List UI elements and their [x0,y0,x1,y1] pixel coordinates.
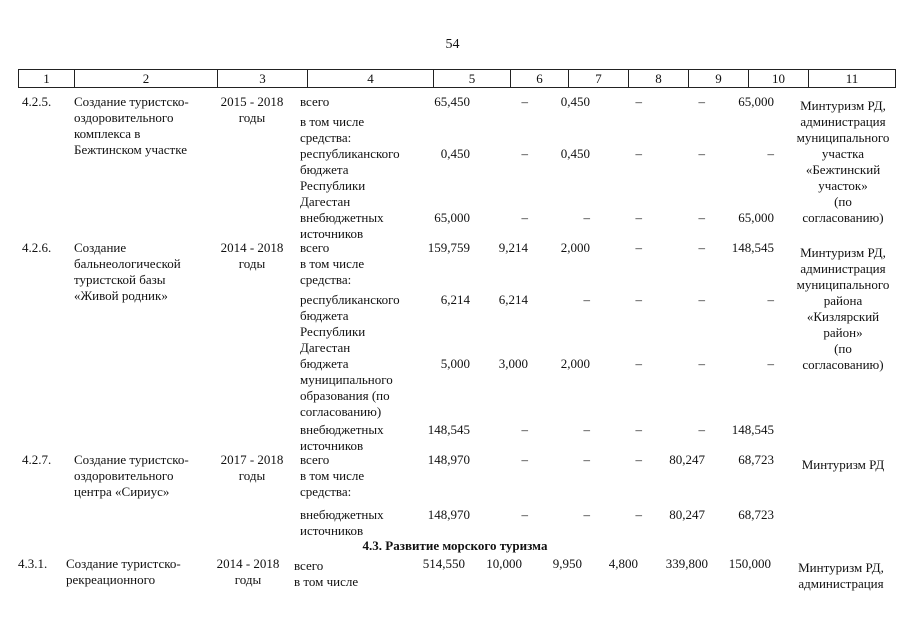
funding-value-col5: 6,214 [440,292,470,307]
funding-source: источников [300,226,364,241]
executor: согласованию) [802,357,884,372]
funding-value-col9: 80,247 [669,507,705,522]
funding-value-col5: 5,000 [440,356,470,371]
funding-source: всего [300,240,330,255]
executor: район» [823,325,863,340]
executor: муниципального [796,277,890,292]
period: 2015 - 2018 [220,94,284,109]
period: годы [234,572,262,587]
funding-source: республиканского [300,146,400,161]
funding-source: бюджета [300,356,349,371]
funding-value-col7: – [583,210,590,225]
funding-value-col9: – [698,240,705,255]
funding-source: в том числе [300,468,365,483]
row-number: 4.2.7. [22,452,52,467]
funding-value-col10: 148,545 [731,422,774,437]
funding-value-col10: 65,000 [738,210,774,225]
funding-source: в том числе [300,256,365,271]
funding-value-col6: 10,000 [486,556,522,571]
funding-value-col5: 148,970 [427,507,470,522]
funding-source: образования (по [300,388,390,403]
period: 2017 - 2018 [220,452,284,467]
funding-value-col7: – [583,452,590,467]
executor: Минтуризм РД, [800,98,886,113]
funding-source: бюджета [300,162,349,177]
funding-value-col5: 514,550 [422,556,465,571]
funding-source: внебюджетных [300,507,384,522]
executor: Минтуризм РД, [800,245,886,260]
funding-value-col8: – [635,210,642,225]
row-number: 4.2.5. [22,94,52,109]
funding-value-col10: 150,000 [728,556,771,571]
funding-value-col10: 148,545 [731,240,774,255]
period: 2014 - 2018 [220,240,284,255]
funding-value-col6: 6,214 [498,292,528,307]
executor: «Бежтинский [805,162,881,177]
funding-value-col8: – [635,292,642,307]
activity-name: туристской базы [74,272,166,287]
executor: «Кизлярский [806,309,880,324]
funding-value-col8: 4,800 [608,556,638,571]
page-number: 54 [445,37,460,52]
column-header: 3 [218,70,308,88]
funding-value-col10: 65,000 [738,94,774,109]
row-number: 4.3.1. [18,556,48,571]
funding-source: всего [300,452,330,467]
funding-value-col6: – [521,210,528,225]
funding-value-col10: – [767,356,774,371]
funding-value-col6: – [521,146,528,161]
funding-source: средства: [300,272,352,287]
funding-value-col6: 3,000 [498,356,528,371]
funding-value-col9: – [698,292,705,307]
funding-value-col5: 65,000 [434,210,470,225]
funding-value-col8: – [635,94,642,109]
funding-value-col6: 9,214 [498,240,528,255]
funding-source: источников [300,523,364,538]
column-header: 2 [75,70,218,88]
executor: (по [834,194,852,209]
funding-source: согласованию) [300,404,382,419]
period: 2014 - 2018 [216,556,280,571]
period: годы [238,110,266,125]
funding-source: муниципального [300,372,393,387]
executor: Минтуризм РД [801,457,885,472]
funding-value-col7: 2,000 [560,240,590,255]
column-header: 6 [511,70,569,88]
funding-value-col7: – [583,422,590,437]
column-header: 5 [434,70,511,88]
column-header: 4 [308,70,434,88]
activity-name: Создание [74,240,127,255]
funding-value-col10: 68,723 [738,452,774,467]
funding-source: средства: [300,484,352,499]
executor: участка [821,146,865,161]
funding-value-col6: – [521,452,528,467]
column-header: 7 [569,70,629,88]
funding-value-col9: – [698,94,705,109]
executor: участок» [818,178,868,193]
activity-name: Создание туристско- [66,556,181,571]
column-header: 11 [809,70,896,88]
activity-name: «Живой родник» [74,288,168,303]
period: годы [238,468,266,483]
funding-value-col5: 148,970 [427,452,470,467]
funding-value-col6: – [521,507,528,522]
executor: администрация [800,114,886,129]
activity-name: Бежтинском участке [74,142,187,157]
funding-value-col7: – [583,292,590,307]
section-title: 4.3. Развитие морского туризма [362,538,548,553]
funding-source: всего [294,558,324,573]
funding-value-col5: 0,450 [440,146,470,161]
funding-source: Дагестан [300,340,351,355]
activity-name: бальнеологической [74,256,181,271]
funding-value-col8: – [635,507,642,522]
activity-name: центра «Сириус» [74,484,170,499]
funding-value-col7: 9,950 [552,556,582,571]
funding-source: Дагестан [300,194,351,209]
funding-value-col9: – [698,356,705,371]
activity-name: оздоровительного [74,110,174,125]
column-header: 1 [19,70,75,88]
executor: Минтуризм РД, [798,560,884,575]
executor: муниципального [796,130,890,145]
funding-value-col5: 159,759 [427,240,470,255]
activity-name: рекреационного [66,572,156,587]
funding-value-col10: – [767,146,774,161]
funding-source: внебюджетных [300,422,384,437]
funding-value-col9: 339,800 [665,556,708,571]
funding-value-col5: 148,545 [427,422,470,437]
funding-value-col5: 65,450 [434,94,470,109]
funding-source: Республики [300,178,366,193]
funding-value-col9: 80,247 [669,452,705,467]
funding-source: бюджета [300,308,349,323]
funding-value-col6: – [521,422,528,437]
funding-value-col9: – [698,422,705,437]
funding-source: в том числе [300,114,365,129]
funding-value-col8: – [635,146,642,161]
executor: (по [834,341,852,356]
funding-value-col8: – [635,452,642,467]
funding-source: республиканского [300,292,400,307]
funding-value-col7: – [583,507,590,522]
funding-value-col6: – [521,94,528,109]
activity-name: комплекса в [74,126,141,141]
funding-value-col8: – [635,240,642,255]
activity-name: оздоровительного [74,468,174,483]
funding-value-col8: – [635,422,642,437]
funding-source: средства: [300,130,352,145]
executor: администрация [798,576,884,591]
funding-source: в том числе [294,574,359,589]
executor: района [823,293,863,308]
funding-source: Республики [300,324,366,339]
funding-value-col10: 68,723 [738,507,774,522]
funding-source: внебюджетных [300,210,384,225]
funding-source: источников [300,438,364,453]
funding-value-col10: – [767,292,774,307]
activity-name: Создание туристско- [74,94,189,109]
activity-name: Создание туристско- [74,452,189,467]
column-header: 8 [629,70,689,88]
funding-value-col7: 0,450 [560,94,590,109]
column-header: 10 [749,70,809,88]
row-number: 4.2.6. [22,240,52,255]
funding-value-col9: – [698,210,705,225]
funding-source: всего [300,94,330,109]
funding-value-col7: 2,000 [560,356,590,371]
funding-value-col8: – [635,356,642,371]
column-header-row [18,69,896,88]
column-header: 9 [689,70,749,88]
funding-value-col7: 0,450 [560,146,590,161]
executor: согласованию) [802,210,884,225]
executor: администрация [800,261,886,276]
funding-value-col9: – [698,146,705,161]
period: годы [238,256,266,271]
